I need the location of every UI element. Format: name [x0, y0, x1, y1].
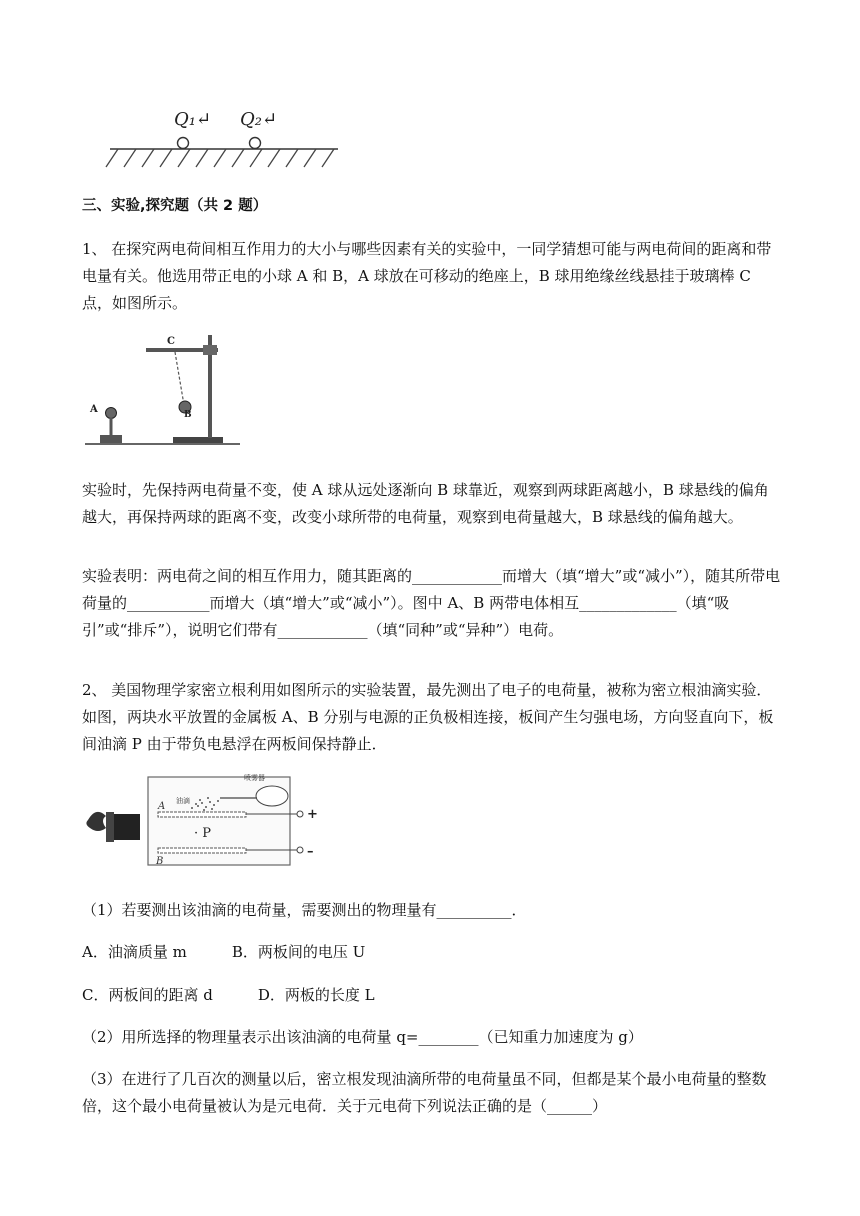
charge-q2	[250, 138, 261, 149]
question-1-observation: 实验时，先保持两电荷量不变，使 A 球从远处逐渐向 B 球靠近，观察到两球距离越小，B 球悬线的偏角越大，再保持两球的距离不变，改变小球所带的电荷量，观察到电荷量越大，B 球悬线的偏角越大。	[82, 481, 769, 526]
plate-b-label: B	[156, 856, 164, 867]
question-2-stem: 2、 美国物理学家密立根利用如图所示的实验装置，最先测出了电子的电荷量，被称为密立根油滴实验．如图，两块水平放置的金属板 A、B 分别与电源的正负极相连接，板间产生匀强电场，方向竖直向下，板间油滴 P 由于带负电悬浮在两板间保持静止．	[82, 681, 774, 753]
minus-sign: –	[307, 844, 314, 859]
insulated-post	[110, 418, 113, 435]
suspension-thread	[175, 352, 184, 405]
sphere-a	[106, 408, 117, 419]
question-2-part-1: （1）若要测出该油滴的电荷量，需要测出的物理量有__________．	[82, 901, 527, 919]
droplet-p-label: · P	[194, 826, 212, 841]
section-title: 三、实验,探究题（共 2 题）	[82, 198, 268, 214]
ground-hatching	[106, 149, 334, 167]
figure-millikan-apparatus	[80, 770, 330, 870]
insulated-base	[100, 435, 122, 443]
charge-q1	[178, 138, 189, 149]
plus-sign: +	[307, 807, 318, 822]
question-1-conclusion: 实验表明：两电荷之间的相互作用力，随其距离的____________而增大（填“增大”或“减小”），随其所带电荷量的___________而增大（填“增大”或“减小”）。图中 A、B 两带电体相互_____________（填“吸引”或“排斥”），说明它们带有____________（填“同种”或“异种”）电荷。	[82, 567, 781, 639]
q2-label: Q₂↵	[240, 109, 278, 130]
label-a: A	[90, 404, 98, 415]
figure-charges-on-surface	[100, 92, 350, 172]
q1-label: Q₁↵	[174, 109, 212, 130]
question-2-options-ab: A．油滴质量 m B．两板间的电压 U	[82, 943, 366, 961]
microscope-collar	[106, 812, 114, 842]
sprayer-bulb	[256, 786, 288, 806]
plate-a-label: A	[158, 801, 166, 812]
stand-base	[173, 437, 223, 443]
question-2-part-3: （3）在进行了几百次的测量以后，密立根发现油滴所带的电荷量虽不同，但都是某个最小电荷量的整数倍，这个最小电荷量被认为是元电荷．关于元电荷下列说法正确的是（______）	[82, 1070, 767, 1115]
label-b: B	[184, 410, 192, 420]
figure-charged-spheres	[80, 325, 250, 455]
terminal-minus	[297, 847, 303, 853]
question-2-options-cd: C．两板间的距离 d D．两板的长度 L	[82, 986, 375, 1004]
microscope-eyepiece	[86, 812, 106, 831]
question-1-stem: 1、 在探究两电荷间相互作用力的大小与哪些因素有关的实验中，一同学猜想可能与两电荷间的距离和带电量有关。他选用带正电的小球 A 和 B，A 球放在可移动的绝座上，B 球用绝缘丝线悬挂于玻璃棒 C 点，如图所示。	[82, 240, 772, 312]
plate-a	[158, 812, 246, 817]
terminal-plus	[297, 811, 303, 817]
oil-label: 油滴	[176, 797, 190, 805]
microscope-tube	[110, 814, 140, 840]
label-c: C	[167, 336, 175, 347]
rod-clamp	[203, 345, 217, 355]
plate-b	[158, 848, 246, 853]
sprayer-label: 喷雾器	[244, 774, 265, 782]
question-2-part-2: （2）用所选择的物理量表示出该油滴的电荷量 q=________（已知重力加速度为 g）	[82, 1028, 643, 1046]
